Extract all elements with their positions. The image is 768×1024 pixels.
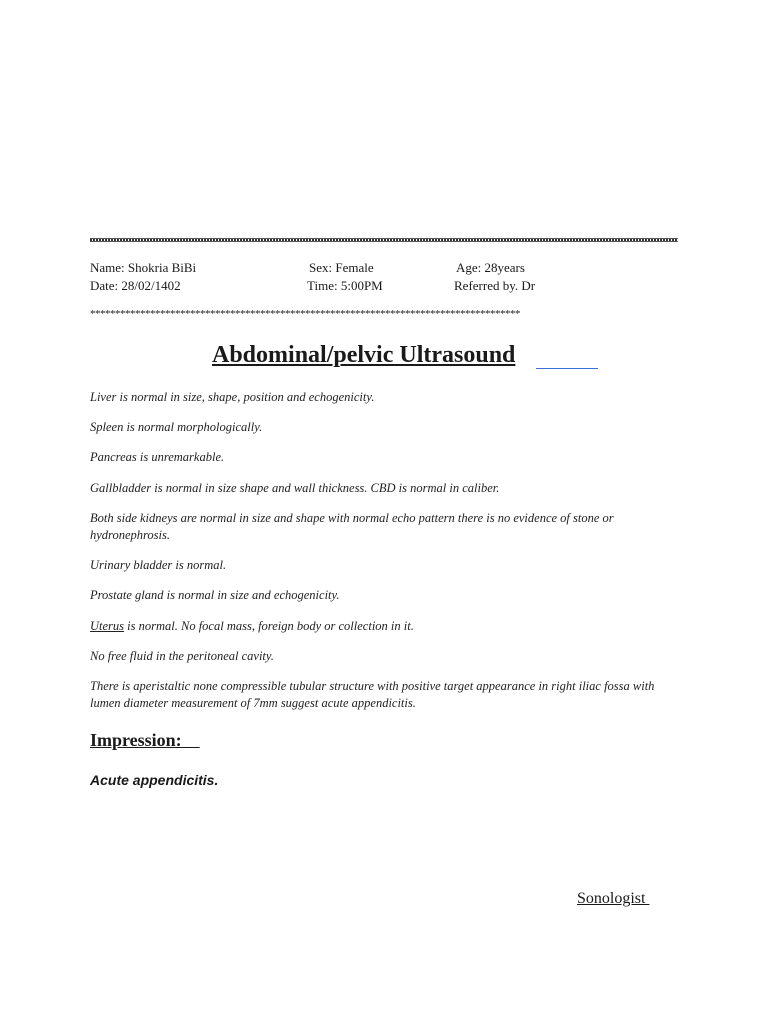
finding-uterus (90, 618, 680, 635)
finding-fluid: No free fluid in the peritoneal cavity. (90, 649, 274, 663)
header-divider (90, 238, 678, 242)
finding-gallbladder: Gallbladder is normal in size shape and wall thickness. CBD is normal in caliber. (90, 481, 500, 495)
asterisk-separator: ************************************************************************************** (90, 308, 520, 320)
exam-date: Date: 28/02/1402 (90, 278, 181, 293)
report-title: Abdominal/pelvic Ultrasound (212, 342, 516, 368)
finding-kidneys: Both side kidneys are normal in size and shape with normal echo pattern there is no evidence of stone or hydronephrosis. (90, 511, 614, 542)
impression-text: Acute appendicitis. (90, 772, 219, 788)
finding-pancreas: Pancreas is unremarkable. (90, 450, 225, 464)
impression-heading: Impression: (90, 730, 200, 750)
patient-age: Age: 28years (456, 260, 525, 275)
finding-liver: Liver is normal in size, shape, position and echogenicity. (90, 390, 375, 404)
title-underline-link (536, 368, 598, 369)
finding-appendix: There is aperistaltic none compressible tubular structure with positive target appearance in right iliac fossa with lumen diameter measurement of 7mm suggest acute appendicitis. (90, 679, 655, 710)
uterus-word: Uterus (90, 619, 125, 633)
referred-by: Referred by. Dr (454, 278, 536, 293)
uterus-text: is normal. No focal mass, foreign body or collection in it. (124, 619, 414, 633)
exam-time: Time: 5:00PM (307, 278, 383, 293)
finding-bladder: Urinary bladder is normal. (90, 558, 227, 572)
sonologist-signature: Sonologist (577, 890, 650, 907)
finding-spleen: Spleen is normal morphologically. (90, 420, 263, 434)
patient-sex: Sex: Female (309, 260, 374, 275)
patient-name: Name: Shokria BiBi (90, 260, 197, 275)
finding-prostate: Prostate gland is normal in size and echogenicity. (90, 588, 340, 602)
